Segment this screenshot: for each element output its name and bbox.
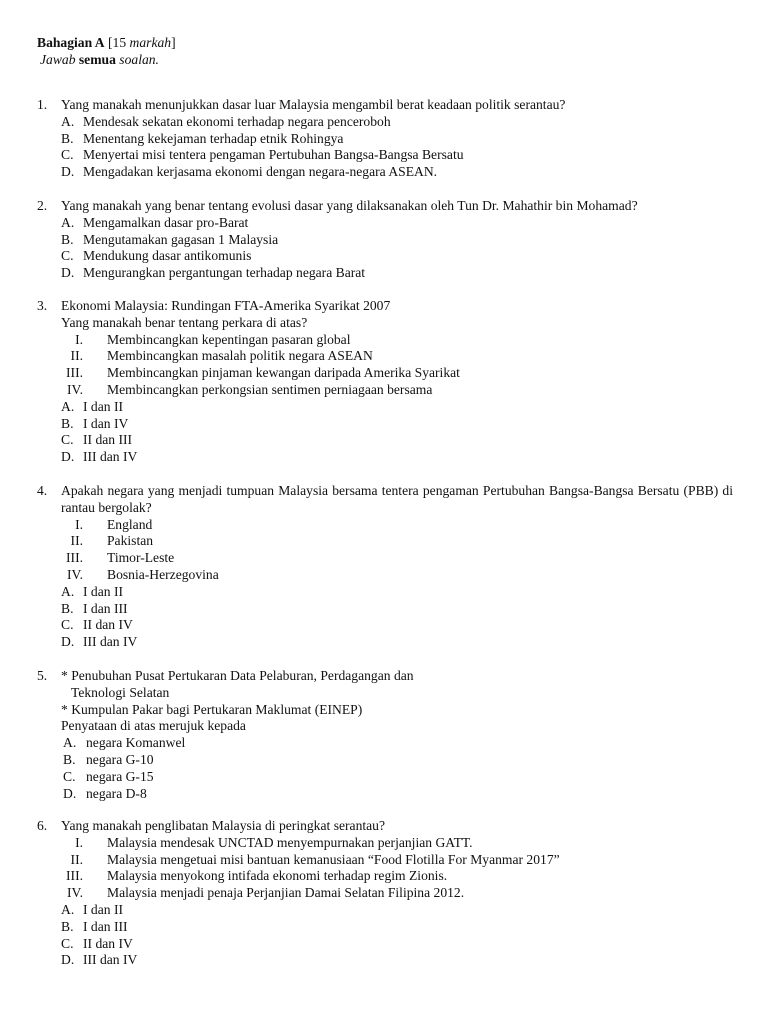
option-d[interactable]: D. III dan IV bbox=[61, 952, 138, 968]
statement-i: I. Membincangkan kepentingan pasaran global bbox=[75, 331, 351, 347]
option-b[interactable]: B. Menentang kekejaman terhadap etnik Rohingya bbox=[61, 130, 344, 146]
statement-iii: III. Membincangkan pinjaman kewangan daripada Amerika Syarikat bbox=[66, 365, 460, 381]
question-1 bbox=[37, 97, 733, 181]
statement-iv: IV. Bosnia-Herzegovina bbox=[67, 566, 219, 582]
option-b[interactable]: B. Mengutamakan gagasan 1 Malaysia bbox=[61, 231, 279, 247]
statement-1-cont: Teknologi Selatan bbox=[71, 684, 170, 700]
question-3 bbox=[37, 298, 733, 466]
option-c[interactable]: C. II dan IV bbox=[61, 935, 133, 951]
section-instruction: Jawab semua soalan. bbox=[40, 52, 159, 67]
option-b[interactable]: B. I dan III bbox=[61, 600, 128, 616]
option-c[interactable]: C. negara G-15 bbox=[63, 768, 154, 784]
question-text: Yang manakah penglibatan Malaysia di peringkat serantau? bbox=[61, 818, 386, 833]
statement-i: I. England bbox=[75, 516, 153, 532]
option-a[interactable]: A. I dan II bbox=[61, 583, 124, 599]
option-c[interactable]: C. II dan IV bbox=[61, 617, 133, 633]
option-a[interactable]: A. Mengamalkan dasar pro-Barat bbox=[61, 214, 249, 230]
question-5 bbox=[37, 668, 733, 802]
section-header bbox=[37, 34, 176, 68]
option-d[interactable]: D. Mengadakan kerjasama ekonomi dengan negara-negara ASEAN. bbox=[61, 164, 438, 180]
option-c[interactable]: C. Mendukung dasar antikomunis bbox=[61, 248, 252, 264]
question-6 bbox=[37, 818, 733, 969]
option-a[interactable]: A. I dan II bbox=[61, 901, 124, 917]
option-b[interactable]: B. I dan IV bbox=[61, 415, 129, 431]
statement-ii: II. Malaysia mengetuai misi bantuan kemanusiaan “Food Flotilla For Myanmar 2017” bbox=[70, 851, 560, 867]
question-number: 3. bbox=[37, 298, 48, 313]
option-c[interactable]: C. II dan III bbox=[61, 432, 133, 448]
statement-ii: II. Membincangkan masalah politik negara ASEAN bbox=[70, 348, 373, 364]
question-2 bbox=[37, 198, 733, 282]
option-b[interactable]: B. I dan III bbox=[61, 918, 128, 934]
option-b[interactable]: B. negara G-10 bbox=[63, 751, 154, 767]
question-number: 6. bbox=[37, 818, 48, 833]
statement-ii: II. Pakistan bbox=[70, 533, 154, 549]
statement-iii: III. Timor-Leste bbox=[66, 550, 175, 566]
section-title: Bahagian A [15 markah] bbox=[37, 35, 176, 50]
option-d[interactable]: D. III dan IV bbox=[61, 634, 138, 650]
question-number: 4. bbox=[37, 483, 48, 498]
question-subtext: Yang manakah benar tentang perkara di atas? bbox=[61, 314, 308, 330]
statement-iii: III. Malaysia menyokong intifada ekonomi terhadap regim Zionis. bbox=[66, 868, 448, 884]
statement-2: * Kumpulan Pakar bagi Pertukaran Maklumat (EINEP) bbox=[61, 701, 363, 717]
question-number: 1. bbox=[37, 97, 48, 112]
question-text: Yang manakah menunjukkan dasar luar Malaysia mengambil berat keadaan politik serantau? bbox=[61, 97, 566, 112]
question-text: Yang manakah yang benar tentang evolusi dasar yang dilaksanakan oleh Tun Dr. Mahathir bin Mohamad? bbox=[61, 198, 638, 213]
option-a[interactable]: A. negara Komanwel bbox=[63, 735, 186, 751]
option-d[interactable]: D. III dan IV bbox=[61, 449, 138, 465]
option-d[interactable]: D. negara D-8 bbox=[63, 785, 147, 801]
question-number: 5. bbox=[37, 668, 48, 683]
question-text: Apakah negara yang menjadi tumpuan Malaysia bersama tentera pengaman Pertubuhan Bangsa-Bangsa Bersatu (PBB) di rantau bergolak? bbox=[61, 483, 733, 515]
statement-i: I. Malaysia mendesak UNCTAD menyempurnakan perjanjian GATT. bbox=[75, 834, 473, 850]
question-subtext: Penyataan di atas merujuk kepada bbox=[61, 718, 246, 734]
question-4 bbox=[37, 483, 733, 651]
statement-iv: IV. Membincangkan perkongsian sentimen perniagaan bersama bbox=[67, 381, 433, 397]
statement-iv: IV. Malaysia menjadi penaja Perjanjian Damai Selatan Filipina 2012. bbox=[67, 885, 465, 901]
option-c[interactable]: C. Menyertai misi tentera pengaman Pertubuhan Bangsa-Bangsa Bersatu bbox=[61, 147, 464, 163]
question-number: 2. bbox=[37, 198, 48, 213]
option-a[interactable]: A. Mendesak sekatan ekonomi terhadap negara penceroboh bbox=[61, 113, 391, 129]
question-text: Ekonomi Malaysia: Rundingan FTA-Amerika Syarikat 2007 bbox=[61, 298, 391, 313]
option-a[interactable]: A. I dan II bbox=[61, 398, 124, 414]
statement-1: * Penubuhan Pusat Pertukaran Data Pelaburan, Perdagangan dan bbox=[61, 668, 414, 683]
option-d[interactable]: D. Mengurangkan pergantungan terhadap negara Barat bbox=[61, 265, 366, 281]
